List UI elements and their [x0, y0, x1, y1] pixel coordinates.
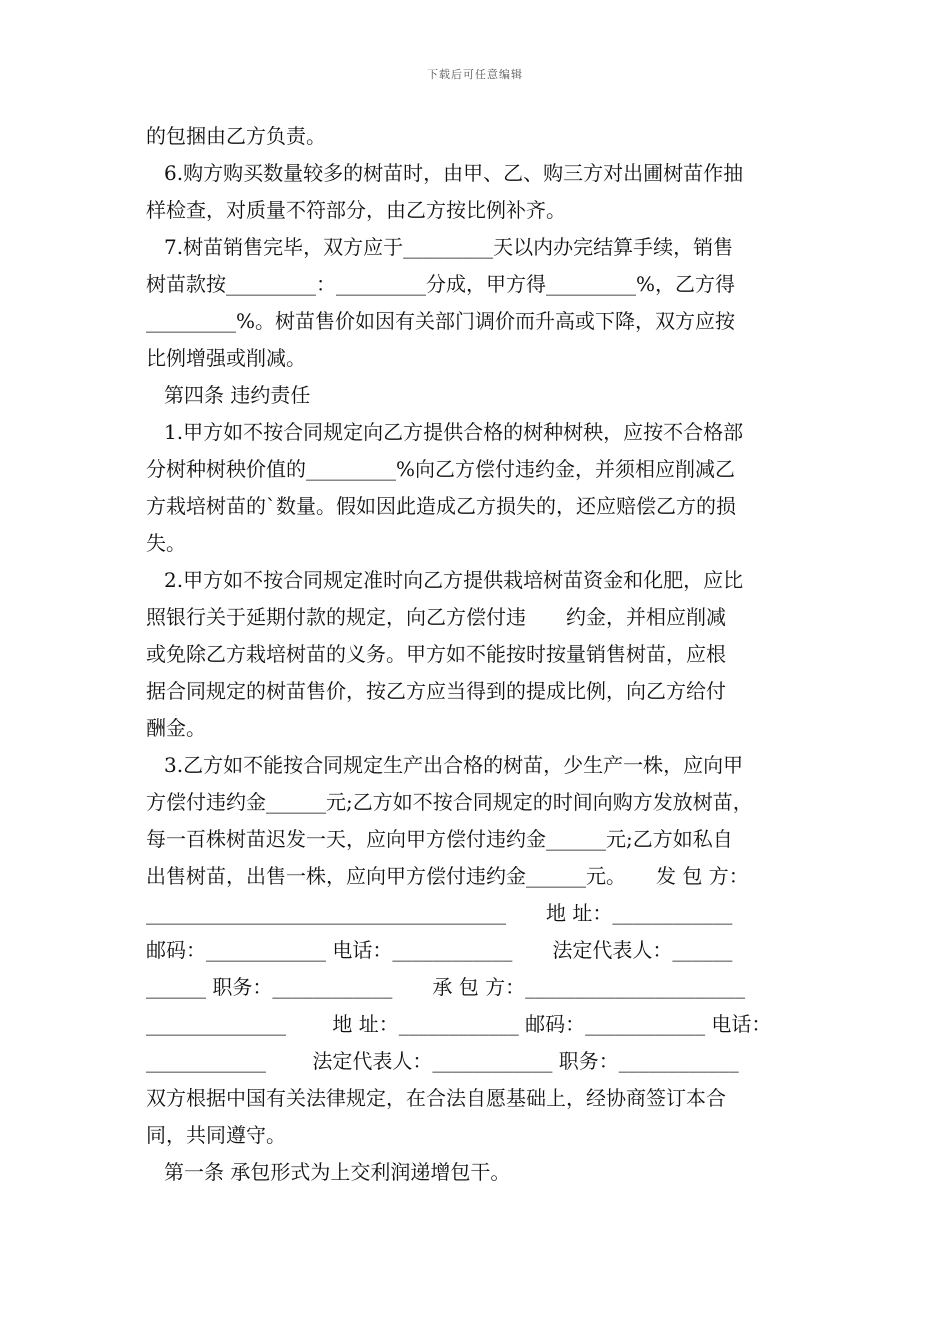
- section-heading: 第一条 承包形式为上交利润递增包干。: [164, 1160, 511, 1184]
- text-line: 方栽培树苗的`数量。假如因此造成乙方损失的，还应赔偿乙方的损: [146, 494, 736, 518]
- text-line: 2.甲方如不按合同规定准时向乙方提供栽培树苗资金和化肥，应比: [164, 568, 744, 592]
- text-line: 据合同规定的树苗售价，按乙方应当得到的提成比例，向乙方给付: [146, 679, 726, 703]
- text-line: 7.树苗销售完毕，双方应于_________天以内办完结算手续，销售: [164, 235, 734, 259]
- text-line: 酬金。: [146, 716, 206, 740]
- text-line: 双方根据中国有关法律规定，在合法自愿基础上，经协商签订本合: [146, 1086, 726, 1110]
- text-line: 树苗款按_________：_________分成，甲方得_________%，乙方得: [146, 272, 736, 296]
- text-line: 分树种树秧价值的_________%向乙方偿付违约金，并须相应削减乙: [146, 457, 736, 481]
- text-line: 1.甲方如不按合同规定向乙方提供合格的树种树秧，应按不合格部: [164, 420, 744, 444]
- text-line: 样检查，对质量不符部分，由乙方按比例补齐。: [146, 198, 566, 222]
- text-line: 方偿付违约金______元;乙方如不按合同规定的时间向购方发放树苗，: [146, 790, 753, 814]
- text-line: 或免除乙方栽培树苗的义务。甲方如不能按时按量销售树苗，应根: [146, 642, 726, 666]
- signature-field-line: ______ 职务：____________ 承 包 方：______________________: [146, 975, 746, 999]
- text-line: _________%。树苗售价如因有关部门调价而升高或下降，双方应按: [146, 309, 736, 333]
- text-line: 出售树苗，出售一株，应向甲方偿付违约金______元。 发 包 方：: [146, 864, 749, 888]
- text-line: 的包捆由乙方负责。: [146, 124, 326, 148]
- signature-field-line: ____________ 法定代表人：____________ 职务：____________: [146, 1049, 739, 1073]
- text-line: 3.乙方如不能按合同规定生产出合格的树苗，少生产一株，应向甲: [164, 753, 744, 777]
- signature-field-line: ____________________________________ 地 址：____________: [146, 901, 733, 925]
- section-heading: 第四条 违约责任: [164, 383, 311, 407]
- page-header: 下载后可任意编辑: [427, 68, 523, 81]
- text-line: 失。: [146, 531, 186, 555]
- text-line: 比例增强或削减。: [146, 346, 306, 370]
- text-line: 每一百株树苗迟发一天，应向甲方偿付违约金______元;乙方如私自: [146, 827, 733, 851]
- signature-field-line: 邮码：____________ 电话：____________ 法定代表人：______: [146, 938, 733, 962]
- text-line: 6.购方购买数量较多的树苗时，由甲、乙、购三方对出圃树苗作抽: [164, 161, 744, 185]
- text-line: 同，共同遵守。: [146, 1123, 286, 1147]
- signature-field-line: ______________ 地 址：____________ 邮码：____________ 电话：: [146, 1012, 772, 1036]
- text-line: 照银行关于延期付款的规定，向乙方偿付违 约金，并相应削减: [146, 605, 726, 629]
